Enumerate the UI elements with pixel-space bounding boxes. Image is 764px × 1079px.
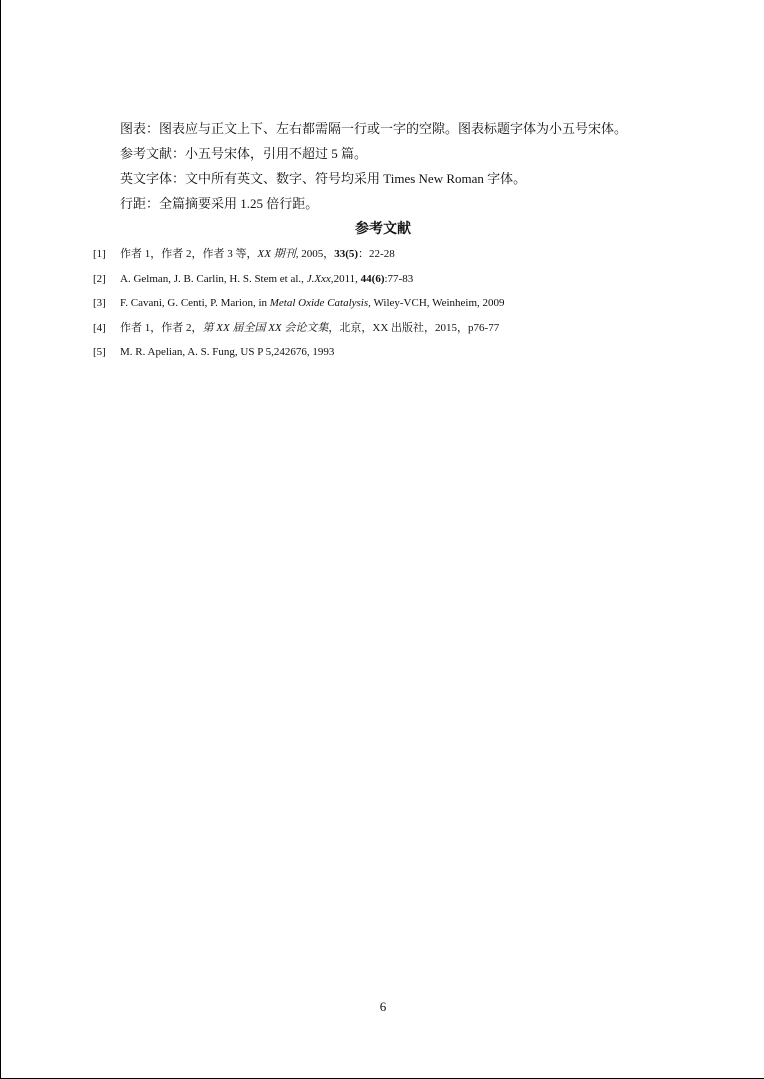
reference-number: [1] bbox=[93, 248, 106, 260]
reference-text bbox=[120, 296, 505, 310]
reference-text: M. R. Apelian, A. S. Fung, US P 5,242676, 1993 bbox=[120, 346, 335, 359]
english-font-guideline: 英文字体：文中所有英文、数字、符号均采用 Times New Roman 字体。 bbox=[120, 171, 527, 186]
reference-number: [5] bbox=[93, 346, 106, 359]
reference-volume: 33(5) bbox=[334, 248, 359, 260]
reference-authors: F. Cavani, G. Centi, P. Marion, in bbox=[120, 297, 270, 310]
reference-year: 2005， bbox=[298, 248, 335, 260]
reference-authors: 作者 1，作者 2，作者 3 等， bbox=[120, 248, 258, 260]
reference-pages: :77-83 bbox=[384, 272, 414, 285]
reference-number: [3] bbox=[93, 297, 106, 310]
reference-authors: 作者 1，作者 2， bbox=[120, 321, 203, 334]
page-number: 6 bbox=[379, 999, 387, 1014]
reference-authors: A. Gelman, J. B. Carlin, H. S. Stem et al., bbox=[120, 272, 307, 285]
reference-pages: ：22-28 bbox=[358, 248, 395, 260]
reference-volume: 44(6) bbox=[360, 272, 385, 285]
reference-text bbox=[120, 272, 413, 286]
reference-source: Metal Oxide Catalysis bbox=[269, 297, 369, 310]
reference-number: [4] bbox=[93, 321, 106, 334]
reference-source: 第 XX 届全国 XX 会论文集 bbox=[202, 321, 329, 334]
references-heading: 参考文献 bbox=[355, 221, 411, 237]
reference-text bbox=[120, 321, 499, 335]
reference-source: J.Xxx, bbox=[306, 272, 334, 285]
reference-publisher: ，北京，XX 出版社，2015，p76-77 bbox=[328, 321, 500, 334]
line-spacing-guideline: 行距：全篇摘要采用 1.25 倍行距。 bbox=[120, 196, 319, 211]
reference-text bbox=[120, 247, 395, 261]
reference-number: [2] bbox=[93, 272, 106, 285]
reference-publisher: , Wiley-VCH, Weinheim, 2009 bbox=[368, 297, 505, 310]
reference-guideline: 参考文献：小五号宋体，引用不超过 5 篇。 bbox=[120, 146, 368, 161]
figure-guideline: 图表：图表应与正文上下、左右都需隔一行或一字的空隙。图表标题字体为小五号宋体。 bbox=[120, 121, 628, 136]
reference-source: XX 期刊, bbox=[257, 248, 299, 260]
reference-year: 2011, bbox=[333, 272, 361, 285]
